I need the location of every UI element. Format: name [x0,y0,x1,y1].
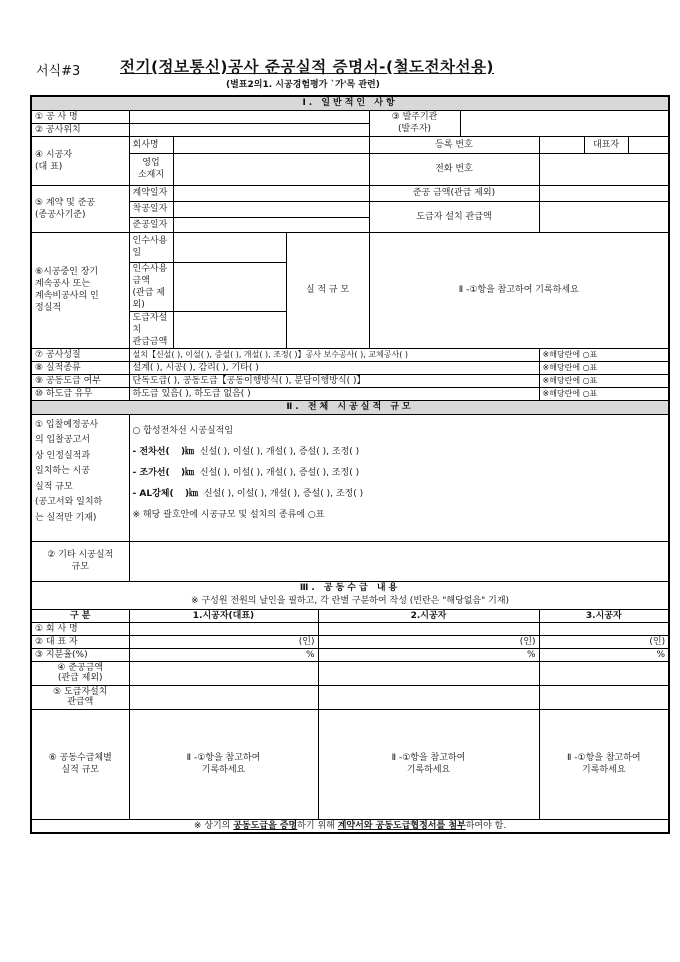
company-name-field[interactable] [173,136,369,153]
contact-wire-row[interactable]: - 전차선( )㎞ 신설( ), 이설( ), 개설( ), 증설( ), 조정( ) [132,446,360,457]
footer-note: ※ 상기의 공동도급을 증명하기 위해 계약서와 공동도급협정서를 첨부하여야 함. [31,819,669,833]
supplied-col3-field[interactable] [539,685,669,709]
section3-heading: Ⅲ. 공동수급 내용 [299,583,401,593]
rep-col3-field[interactable]: (인) [539,635,669,648]
completion-amount-label: 준공 금액(관급 제외) [369,185,539,201]
supplied-col2-field[interactable] [318,685,539,709]
project-name-field[interactable] [129,110,369,123]
acceptance-amount-field[interactable] [173,262,286,311]
location-label: ② 공사위치 [31,123,129,136]
share-col3-field[interactable]: % [539,648,669,661]
rep-col1-field[interactable]: (인) [129,635,318,648]
supplied-installed-label: 도급자설치 관급금액 [129,311,173,348]
amount-col2-field[interactable] [318,661,539,685]
messenger-wire-row[interactable]: - 조가선( )㎞ 신설( ), 이설( ), 개설( ), 증설( ), 조정( ) [132,467,360,478]
contract-date-field[interactable] [173,185,369,201]
joint-scale-col2-note: Ⅱ -①항을 참고하여 기록하세요 [318,709,539,819]
perf-kind-label: ⑧ 실적종류 [31,361,129,374]
subcontract-mark-note: ※해당란에 ○표 [539,387,669,400]
company-name-label: 회사명 [129,136,173,153]
share-col2-field[interactable]: % [318,648,539,661]
supplied-row-label: ⑤ 도급자설치 관급액 [31,685,129,709]
joint-scale-col3-note: Ⅱ -①항을 참고하여 기록하세요 [539,709,669,819]
company-col1-field[interactable] [129,622,318,635]
col3-header: 3.시공자 [539,609,669,622]
acceptance-date-label: 인수사용일 [129,232,173,262]
work-type-options[interactable]: 설치【신설( ), 이설( ), 증설( ), 개설( ), 조정( )】공사 보수공사( ), 교체공사( ) [129,348,539,361]
rep-col2-field[interactable]: (인) [318,635,539,648]
amount-col1-field[interactable] [129,661,318,685]
share-row-label: ③ 지분율(%) [31,648,129,661]
representative-label: 대표자 [584,136,628,153]
section3-header [31,581,669,609]
subcontract-options[interactable]: 하도급 있음( ), 하도급 없음( ) [129,387,539,400]
other-performance-field[interactable] [129,541,669,581]
performance-scale-note: Ⅱ -①항을 참고하여 기록하세요 [369,232,669,348]
joint-scale-col1-note: Ⅱ -①항을 참고하여 기록하세요 [129,709,318,819]
business-address-label: 영업 소재지 [129,153,173,185]
completion-amount-field[interactable] [539,185,669,201]
document-title: 전기(정보통신)공사 준공실적 증명서-(철도전차선용) [120,58,494,76]
amount-row-label: ④ 준공금액 (관급 제외) [31,661,129,685]
bid-option-text[interactable]: ○ 합성전차선 시공실적임 [132,425,234,436]
bid-note: ※ 해당 괄호안에 시공규모 및 설치의 종류에 ○표 [132,509,325,520]
company-row-label: ① 회 사 명 [31,622,129,635]
long-term-label: ⑥시공중인 장기 계속공사 또는 계속비공사의 인 정실적 [31,232,129,348]
contract-date-label: 계약일자 [129,185,173,201]
contractor-label: ④ 시공자 (대 표) [31,136,129,185]
supplied-amount-field[interactable] [539,201,669,232]
section1-heading: Ⅰ. 일반적인 사항 [31,96,669,110]
section3-note: ※ 구성원 전원의 날인을 필하고, 각 란별 구분하여 작성 (빈란은 "해당없음" 기재) [191,596,510,606]
document-subtitle: (별표2의1. 시공경험평가 `가'목 관련) [226,80,380,90]
subcontract-label: ⑩ 하도급 유무 [31,387,129,400]
al-rigid-row[interactable]: - AL강체( )㎞ 신설( ), 이설( ), 개설( ), 증설( ), 조정( ) [132,488,364,499]
representative-field[interactable] [628,136,669,153]
perf-kind-mark-note: ※해당란에 ○표 [539,361,669,374]
amount-col3-field[interactable] [539,661,669,685]
section2-heading: Ⅱ. 전체 시공실적 규모 [31,400,669,414]
form-number-label: 서식#3 [36,64,81,79]
joint-scale-row-label: ⑥ 공동수급체별 실적 규모 [31,709,129,819]
completion-date-field[interactable] [173,217,369,232]
location-field[interactable] [129,123,369,136]
other-performance-label: ② 기타 시공실적 규모 [31,541,129,581]
business-address-field[interactable] [173,153,369,185]
client-field[interactable] [460,110,669,136]
company-col3-field[interactable] [539,622,669,635]
rep-row-label: ② 대 표 자 [31,635,129,648]
phone-no-label: 전화 번호 [369,153,539,185]
start-date-field[interactable] [173,201,369,217]
registration-no-field[interactable] [539,136,584,153]
acceptance-amount-label: 인수사용금액 (관급 제외) [129,262,173,311]
start-date-label: 착공일자 [129,201,173,217]
company-col2-field[interactable] [318,622,539,635]
joint-contract-options[interactable]: 단독도급( ), 공동도급【공동이행방식( ), 분담이행방식( )】 [129,374,539,387]
work-type-mark-note: ※해당란에 ○표 [539,348,669,361]
contract-label: ⑤ 계약 및 준공 (종공사기준) [31,185,129,232]
bid-performance-content [129,414,669,541]
registration-no-label: 등록 번호 [369,136,539,153]
bid-performance-label: ① 입찰예정공사 의 입찰공고서 상 인정실적과 일치하는 시공 실적 규모 (공고서와 일치하 는 실적만 기재) [31,414,129,541]
acceptance-date-field[interactable] [173,232,286,262]
phone-no-field[interactable] [539,153,669,185]
supplied-col1-field[interactable] [129,685,318,709]
share-col1-field[interactable]: % [129,648,318,661]
col1-header: 1.시공자(대표) [129,609,318,622]
certificate-form [30,95,670,834]
joint-contract-label: ⑨ 공동도급 여부 [31,374,129,387]
joint-contract-mark-note: ※해당란에 ○표 [539,374,669,387]
project-name-label: ① 공 사 명 [31,110,129,123]
perf-kind-options[interactable]: 설계( ), 시공( ), 감리( ), 기타( ) [129,361,539,374]
supplied-installed-field[interactable] [173,311,286,348]
col2-header: 2.시공자 [318,609,539,622]
performance-scale-label: 실 적 규 모 [286,232,369,348]
client-label: ③ 발주기관 (발주자) [369,110,460,136]
completion-date-label: 준공일자 [129,217,173,232]
col-header-label: 구 분 [31,609,129,622]
work-type-label: ⑦ 공사성질 [31,348,129,361]
supplied-amount-label: 도급자 설치 관급액 [369,201,539,232]
